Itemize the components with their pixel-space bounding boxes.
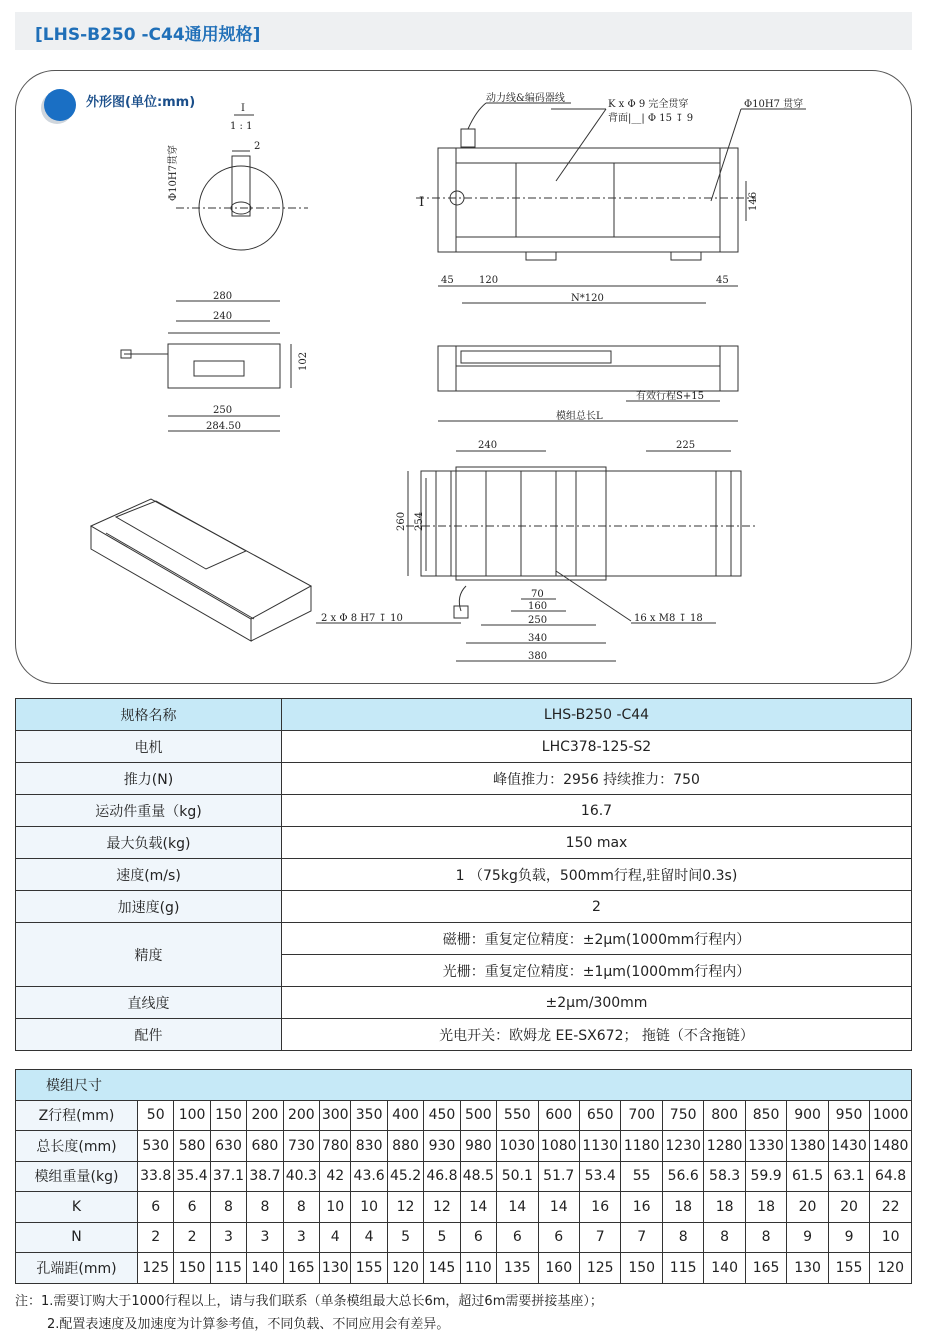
- hole-label: Φ10H7贯穿: [168, 144, 179, 201]
- dim-cell: 500: [460, 1100, 496, 1131]
- spec-value: 150 max: [282, 827, 912, 859]
- dim-cell: 1480: [870, 1131, 912, 1162]
- dim-cell: 110: [460, 1253, 496, 1284]
- table-row: [16, 1222, 912, 1253]
- dim-cell: 135: [497, 1253, 538, 1284]
- dim-cell: 7: [579, 1222, 620, 1253]
- spec-value-precision-2: 光栅：重复定位精度：±1μm(1000mm行程内）: [282, 955, 912, 987]
- dim-cell: 18: [745, 1192, 786, 1223]
- dim-cell: 780: [320, 1131, 351, 1162]
- dim-cell: 5: [387, 1222, 423, 1253]
- dim-cell: 10: [351, 1192, 387, 1223]
- spec-label-precision: 精度: [16, 923, 282, 987]
- dim-254: 254: [414, 511, 425, 531]
- bottom-view-body: [421, 471, 741, 576]
- dim-cell: 200: [247, 1100, 283, 1131]
- dim-cell: 42: [320, 1161, 351, 1192]
- dim-cell: 150: [210, 1100, 246, 1131]
- dim-340: 340: [528, 633, 548, 644]
- m8-label: 16 x M8 ↧ 18: [634, 613, 703, 624]
- isometric-view: [91, 499, 311, 619]
- dim-cell: 830: [351, 1131, 387, 1162]
- dim-cell: 115: [210, 1253, 246, 1284]
- dim-cell: 2: [174, 1222, 210, 1253]
- dim-cell: 165: [283, 1253, 319, 1284]
- dim-cell: 16: [579, 1192, 620, 1223]
- dim-cell: 50: [138, 1100, 174, 1131]
- notes: [15, 1290, 603, 1336]
- dim-250b: 250: [528, 615, 548, 626]
- mark-i: I: [419, 195, 425, 210]
- spec-header-value: LHS-B250 -C44: [282, 699, 912, 731]
- pin-hole-label: 2 x Φ 8 H7 ↧ 10: [321, 613, 403, 624]
- dim-row-label: 总长度(mm): [16, 1131, 138, 1162]
- dim-cell: 100: [174, 1100, 210, 1131]
- dim-cell: 58.3: [704, 1161, 745, 1192]
- dim-cell: 530: [138, 1131, 174, 1162]
- back-label: 背面|__| Φ 15 ↧ 9: [608, 113, 694, 124]
- table-row: [16, 1253, 912, 1284]
- dim-cell: 930: [424, 1131, 460, 1162]
- dim-cell: 59.9: [745, 1161, 786, 1192]
- dim-cell: 20: [828, 1192, 869, 1223]
- dim-cell: 14: [460, 1192, 496, 1223]
- module-dimension-table: [15, 1069, 912, 1284]
- dim-cell: 53.4: [579, 1161, 620, 1192]
- dim-cell: 64.8: [870, 1161, 912, 1192]
- spec-value: 1 （75kg负载，500mm行程,驻留时间0.3s): [282, 859, 912, 891]
- dim-120: 120: [479, 275, 499, 286]
- dim-28450: 284.50: [206, 421, 241, 432]
- dim-row-label: N: [16, 1222, 138, 1253]
- dim-cell: 1000: [870, 1100, 912, 1131]
- dim-cell: 7: [621, 1222, 662, 1253]
- spec-label: 运动件重量（kg): [16, 795, 282, 827]
- power-line-label: 动力线&编码器线: [486, 93, 565, 104]
- dim-cell: 9: [787, 1222, 828, 1253]
- dim-cell: 160: [538, 1253, 579, 1284]
- spec-label: 加速度(g): [16, 891, 282, 923]
- dim-45b: 45: [716, 275, 729, 286]
- dim-250a: 250: [213, 405, 233, 416]
- dim-cell: 6: [497, 1222, 538, 1253]
- spec-value: LHC378-125-S2: [282, 731, 912, 763]
- dim-cell: 125: [138, 1253, 174, 1284]
- dim-cell: 8: [662, 1222, 703, 1253]
- dim-row-label: K: [16, 1192, 138, 1223]
- dim-cell: 33.8: [138, 1161, 174, 1192]
- dim-cell: 4: [320, 1222, 351, 1253]
- dim-cell: 9: [828, 1222, 869, 1253]
- dim-cell: 1380: [787, 1131, 828, 1162]
- dim-cell: 43.6: [351, 1161, 387, 1192]
- outline-drawing-panel: [15, 70, 912, 684]
- spec-value: 2: [282, 891, 912, 923]
- dim-cell: 14: [497, 1192, 538, 1223]
- dim-cell: 550: [497, 1100, 538, 1131]
- dim-cell: 850: [745, 1100, 786, 1131]
- dim-cell: 1430: [828, 1131, 869, 1162]
- dim-cell: 45.2: [387, 1161, 423, 1192]
- dim-cell: 680: [247, 1131, 283, 1162]
- dim-cell: 18: [704, 1192, 745, 1223]
- stroke-label: 有效行程S+15: [636, 391, 704, 402]
- dim-225: 225: [676, 440, 696, 451]
- dim-cell: 8: [704, 1222, 745, 1253]
- dim-cell: 12: [387, 1192, 423, 1223]
- dim-cell: 55: [621, 1161, 662, 1192]
- dim-cell: 20: [787, 1192, 828, 1223]
- dim-cell: 450: [424, 1100, 460, 1131]
- table-row: [16, 1100, 912, 1131]
- dim-280: 280: [213, 291, 233, 302]
- dim-146: 146: [748, 191, 759, 211]
- table-row: [16, 1161, 912, 1192]
- dim-cell: 980: [460, 1131, 496, 1162]
- dim-cell: 120: [870, 1253, 912, 1284]
- spec-label: 最大负载(kg): [16, 827, 282, 859]
- dim-cell: 16: [621, 1192, 662, 1223]
- dim-cell: 5: [424, 1222, 460, 1253]
- spec-value: 光电开关：欧姆龙 EE-SX672； 拖链（不含拖链）: [282, 1019, 912, 1051]
- dim-cell: 18: [662, 1192, 703, 1223]
- spec-table: [15, 698, 912, 1051]
- dim-cell: 37.1: [210, 1161, 246, 1192]
- dim-cell: 3: [283, 1222, 319, 1253]
- scale-top-label: I: [241, 103, 245, 114]
- dim-cell: 950: [828, 1100, 869, 1131]
- dim-cell: 350: [351, 1100, 387, 1131]
- dim-cell: 1080: [538, 1131, 579, 1162]
- dim-cell: 22: [870, 1192, 912, 1223]
- dim-cell: 650: [579, 1100, 620, 1131]
- dim-cell: 6: [538, 1222, 579, 1253]
- note-2: 2.配置表速度及加速度为计算参考值，不同负载、不同应用会有差异。: [47, 1317, 450, 1332]
- dim-cell: 150: [174, 1253, 210, 1284]
- dim-45a: 45: [441, 275, 454, 286]
- title-bar: [15, 12, 912, 50]
- dim-cell: 145: [424, 1253, 460, 1284]
- dim-cell: 750: [662, 1100, 703, 1131]
- dim-260: 260: [396, 511, 407, 531]
- side-view-body: [438, 346, 738, 391]
- dim-cell: 8: [745, 1222, 786, 1253]
- table-row: [16, 1192, 912, 1223]
- end-view-body: [168, 344, 280, 388]
- dim-cell: 35.4: [174, 1161, 210, 1192]
- dim-cell: 6: [174, 1192, 210, 1223]
- dim-n120: N*120: [571, 293, 604, 304]
- dim-cell: 155: [828, 1253, 869, 1284]
- scale-bottom-label: 1 : 1: [230, 121, 253, 132]
- total-length-label: 模组总长L: [556, 411, 603, 422]
- dim-cell: 130: [320, 1253, 351, 1284]
- dim-cell: 630: [210, 1131, 246, 1162]
- dim-cell: 1180: [621, 1131, 662, 1162]
- table-row: [16, 1131, 912, 1162]
- spec-header-label: 规格名称: [16, 699, 282, 731]
- dim-cell: 880: [387, 1131, 423, 1162]
- dim-cell: 130: [787, 1253, 828, 1284]
- spec-value: 峰值推力：2956 持续推力：750: [282, 763, 912, 795]
- dim-cell: 40.3: [283, 1161, 319, 1192]
- dim-cell: 8: [283, 1192, 319, 1223]
- dim-table-header: 模组尺寸: [16, 1070, 912, 1101]
- dim-row-label: 模组重量(kg): [16, 1161, 138, 1192]
- dim-160: 160: [528, 601, 548, 612]
- dim-cell: 140: [704, 1253, 745, 1284]
- dim-cell: 1030: [497, 1131, 538, 1162]
- dim-cell: 50.1: [497, 1161, 538, 1192]
- dim-cell: 140: [247, 1253, 283, 1284]
- dim-cell: 6: [138, 1192, 174, 1223]
- dim-cell: 14: [538, 1192, 579, 1223]
- note-1: 注：1.需要订购大于1000行程以上，请与我们联系（单条模组最大总长6m，超过6m需要拼接基座）；: [15, 1294, 603, 1309]
- dim-cell: 63.1: [828, 1161, 869, 1192]
- spec-label: 电机: [16, 731, 282, 763]
- dim-cell: 120: [387, 1253, 423, 1284]
- dim-cell: 51.7: [538, 1161, 579, 1192]
- dim-70: 70: [531, 589, 544, 600]
- dim-cell: 115: [662, 1253, 703, 1284]
- dim-240a: 240: [213, 311, 233, 322]
- dim-cell: 165: [745, 1253, 786, 1284]
- dim-cell: 900: [787, 1100, 828, 1131]
- dim-cell: 61.5: [787, 1161, 828, 1192]
- dim-cell: 10: [870, 1222, 912, 1253]
- page-title: [LHS-B250 -C44通用规格]: [35, 25, 261, 45]
- dim-cell: 48.5: [460, 1161, 496, 1192]
- spec-label: 直线度: [16, 987, 282, 1019]
- dim-cell: 4: [351, 1222, 387, 1253]
- dim-cell: 38.7: [247, 1161, 283, 1192]
- dim-cell: 1130: [579, 1131, 620, 1162]
- spec-label: 配件: [16, 1019, 282, 1051]
- k-holes-label: K x Φ 9 完全贯穿: [608, 99, 689, 110]
- dim-102: 102: [298, 351, 309, 371]
- spec-value: 16.7: [282, 795, 912, 827]
- dim-cell: 10: [320, 1192, 351, 1223]
- dim-cell: 125: [579, 1253, 620, 1284]
- dim-cell: 155: [351, 1253, 387, 1284]
- dim-cell: 12: [424, 1192, 460, 1223]
- dim-cell: 1280: [704, 1131, 745, 1162]
- dim-cell: 6: [460, 1222, 496, 1253]
- spec-label: 推力(N): [16, 763, 282, 795]
- dim-cell: 8: [210, 1192, 246, 1223]
- dim-240b: 240: [478, 440, 498, 451]
- dim-cell: 700: [621, 1100, 662, 1131]
- dim-cell: 46.8: [424, 1161, 460, 1192]
- dim-cell: 2: [138, 1222, 174, 1253]
- dim-cell: 56.6: [662, 1161, 703, 1192]
- dim-380: 380: [528, 651, 548, 662]
- dim-2: 2: [254, 141, 261, 152]
- dim-cell: 600: [538, 1100, 579, 1131]
- dim-cell: 150: [621, 1253, 662, 1284]
- dim-cell: 3: [210, 1222, 246, 1253]
- dim-cell: 580: [174, 1131, 210, 1162]
- top-view-body: [438, 148, 738, 252]
- dim-cell: 1330: [745, 1131, 786, 1162]
- spec-label: 速度(m/s): [16, 859, 282, 891]
- dim-row-label: 孔端距(mm): [16, 1253, 138, 1284]
- dim-cell: 730: [283, 1131, 319, 1162]
- dim-row-label: Z行程(mm): [16, 1100, 138, 1131]
- phi10-label: Φ10H7 贯穿: [744, 99, 804, 110]
- dim-cell: 200: [283, 1100, 319, 1131]
- technical-drawing: [16, 71, 913, 685]
- dim-cell: 300: [320, 1100, 351, 1131]
- dim-cell: 800: [704, 1100, 745, 1131]
- dim-cell: 1230: [662, 1131, 703, 1162]
- spec-value: ±2μm/300mm: [282, 987, 912, 1019]
- drawing-title: 外形图(单位:mm): [86, 95, 196, 110]
- dim-cell: 3: [247, 1222, 283, 1253]
- dim-cell: 400: [387, 1100, 423, 1131]
- spec-value-precision-1: 磁栅：重复定位精度：±2μm(1000mm行程内）: [282, 923, 912, 955]
- dim-cell: 8: [247, 1192, 283, 1223]
